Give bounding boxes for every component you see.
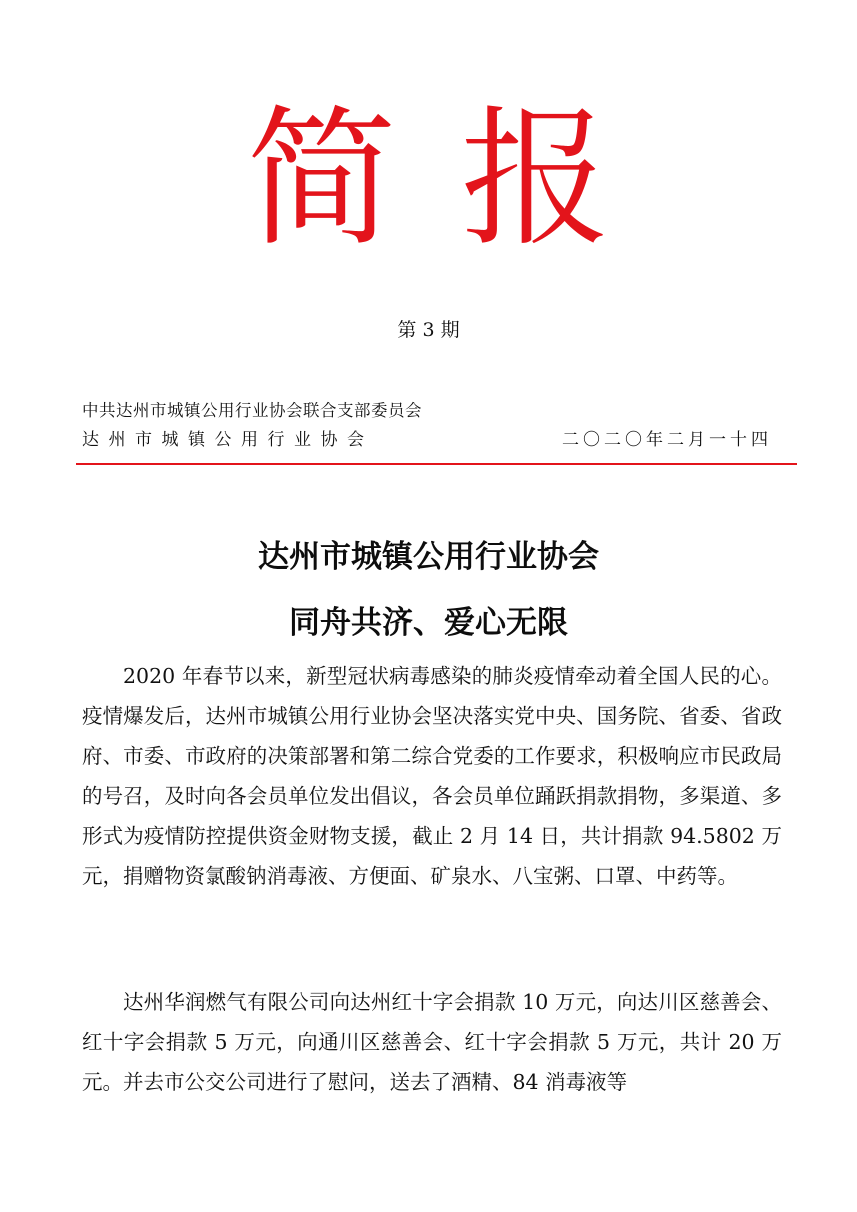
masthead-title: 简报	[246, 93, 675, 267]
issue-date: 二〇二〇年二月一十四	[562, 430, 772, 450]
article-paragraph: 2020 年春节以来，新型冠状病毒感染的肺炎疫情牵动着全国人民的心。疫情爆发后，达州市城镇公用行业协会坚决落实党中央、国务院、省委、省政府、市委、市政府的决策部署和第二综合党委的工作要求，积极响应市民政局的号召，及时向各会员单位发出倡议，各会员单位踊跃捐款捐物，多渠道、多形式为疫情防控提供资金财物支援，截止 2 月 14 日，共计捐款 94.5802 万元，捐赠物资氯酸钠消毒液、方便面、矿泉水、八宝粥、口罩、中药等。	[82, 664, 782, 888]
article-paragraph: 达州华润燃气有限公司向达州红十字会捐款 10 万元，向达川区慈善会、红十字会捐款 5 万元，向通川区慈善会、红十字会捐款 5 万元，共计 20 万元。并去市公交公司进行了慰问，送去了酒精、84 消毒液等	[82, 990, 782, 1094]
red-divider-line	[76, 463, 797, 465]
article-title-line-1: 达州市城镇公用行业协会	[258, 539, 599, 575]
issue-number: 第 3 期	[397, 319, 460, 341]
issuing-association: 达州市城镇公用行业协会	[82, 430, 374, 450]
issuing-party-committee: 中共达州市城镇公用行业协会联合支部委员会	[82, 401, 422, 420]
article-title-line-2: 同舟共济、爱心无限	[289, 605, 568, 641]
